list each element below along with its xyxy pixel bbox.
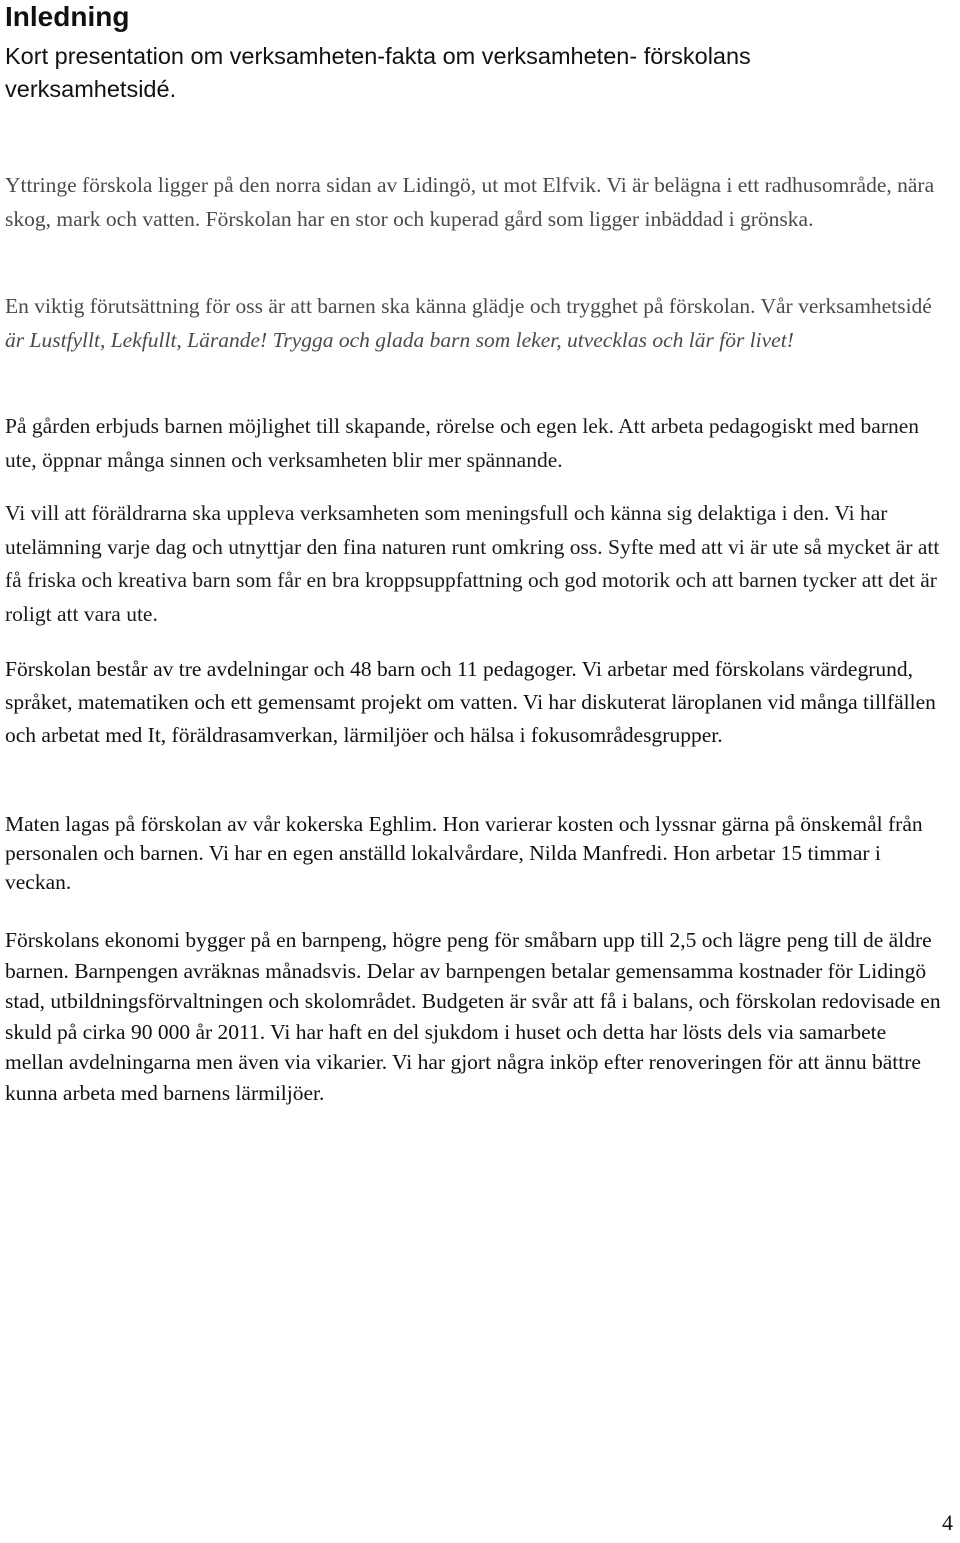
vision-intro-text: En viktig förutsättning för oss är att barnen ska känna glädje och trygghet på förskolan. Vår verksamhetsidé xyxy=(5,294,932,318)
paragraph-yard: På gården erbjuds barnen möjlighet till skapande, rörelse och egen lek. Att arbeta pedagogiskt med barnen ute, öppnar många sinnen och verksamheten blir mer spännande. xyxy=(5,414,920,472)
paragraph-vision xyxy=(5,289,950,357)
paragraph-economy: Förskolans ekonomi bygger på en barnpeng, högre peng för småbarn upp till 2,5 och lägre peng till de äldre barnen. Barnpengen avräknas månadsvis. Delar av barnpengen betalar gemensamma kostnader för Lidingö stad, utbildningsförvaltningen och skolområdet. Budgeten är svår att få i balans, och förskolan redovisade en skuld på cirka 90 000 år 2011. Vi har haft en del sjukdom i huset och detta har lösts dels via samarbete mellan avdelningarna men även via vikarier. Vi har gjort några inköp efter renoveringen för att ännu bättre kunna arbeta med barnens lärmiljöer. xyxy=(5,928,941,1105)
paragraph-location: Yttringe förskola ligger på den norra sidan av Lidingö, ut mot Elfvik. Vi är belägna i ett radhusområde, nära skog, mark och vatten. Förskolan har en stor och kuperad gård som ligger inbäddad i grönska. xyxy=(5,173,935,231)
paragraph-organisation: Förskolan består av tre avdelningar och 48 barn och 11 pedagoger. Vi arbetar med förskolans värdegrund, språket, matematiken och ett gemensamt projekt om vatten. Vi har diskuterat läroplanen vid många tillfällen och arbetat med It, föräldrasamverkan, lärmiljöer och hälsa i fokusområdesgrupper. xyxy=(5,657,936,747)
page-number: 4 xyxy=(942,1510,953,1535)
page-title: Inledning xyxy=(5,1,130,32)
section-subtitle: Kort presentation om verksamheten-fakta om verksamheten- förskolans verksamhetsidé. xyxy=(5,43,751,102)
paragraph-food-staff: Maten lagas på förskolan av vår kokerska Eghlim. Hon varierar kosten och lyssnar gärna på önskemål från personalen och barnen. Vi har en egen anställd lokalvårdare, Nilda Manfredi. Hon arbetar 15 timmar i veckan. xyxy=(5,812,923,894)
paragraph-parents: Vi vill att föräldrarna ska uppleva verksamheten som meningsfull och känna sig delaktiga i den. Vi har utelämning varje dag och utnyttjar den fina naturen runt omkring oss. Syfte med att vi är ute så mycket är att få friska och kreativa barn som får en bra kroppsuppfattning och god motorik och att barnen tycker att det är roligt att vara ute. xyxy=(5,501,940,626)
vision-motto-text: är Lustfyllt, Lekfullt, Lärande! Trygga och glada barn som leker, utvecklas och lär för livet! xyxy=(5,328,794,352)
